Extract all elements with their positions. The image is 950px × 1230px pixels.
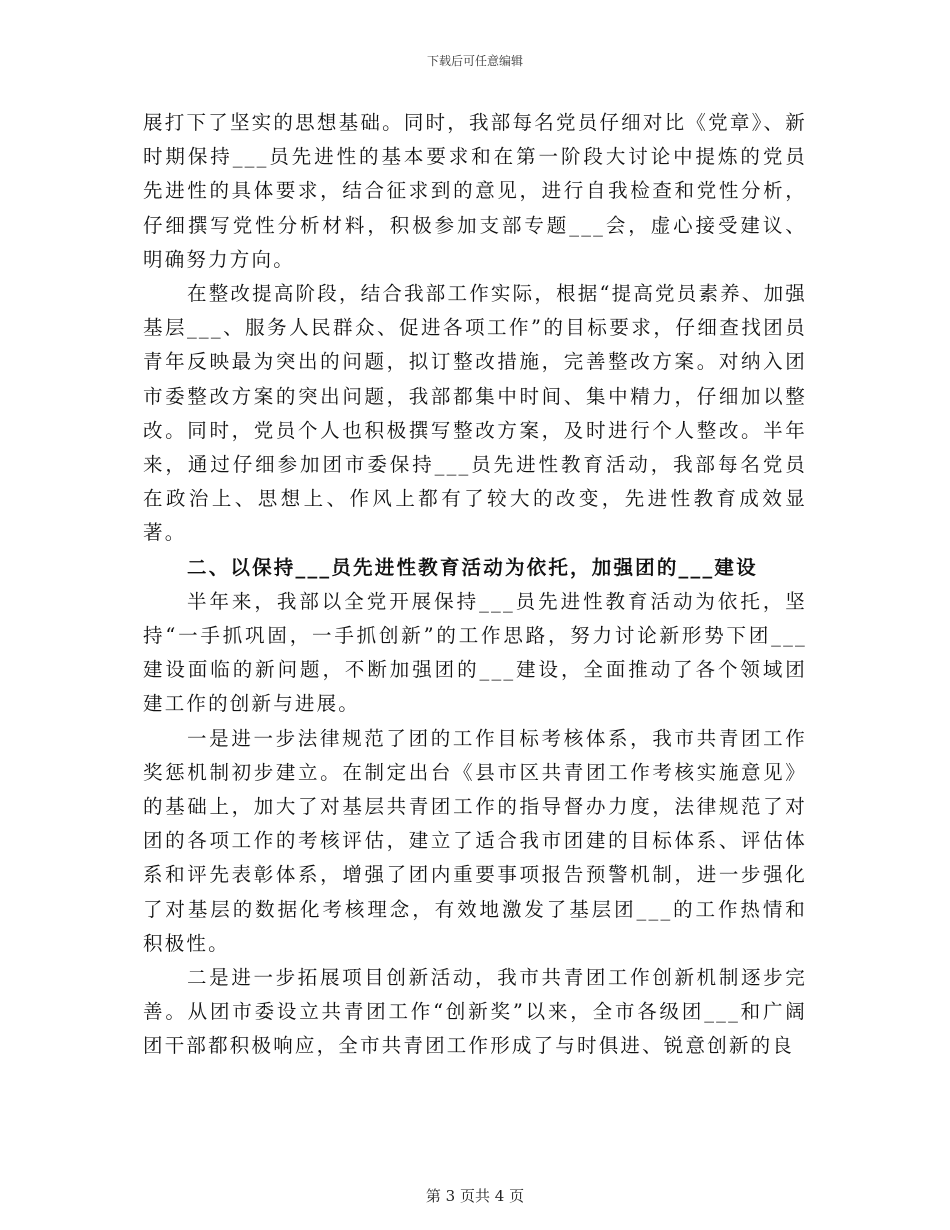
page-header: 下载后可任意编辑 xyxy=(426,54,523,68)
paragraph-2: 在整改提高阶段，结合我部工作实际，根据“提高党员素养、加强基层___、服务人民群众、促进各项工作”的目标要求，仔细查找团员青年反映最为突出的问题，拟订整改措施，完善整改方案。对纳入团市委整改方案的突出问题，我部都集中时间、集中精力，仔细加以整改。同时，党员个人也积极撰写整改方案，及时进行个人整改。半年来，通过仔细参加团市委保持___员先进性教育活动，我部每名党员在政治上、思想上、作风上都有了较大的改变，先进性教育成效显著。 xyxy=(143,282,807,545)
paragraph-1: 展打下了坚实的思想基础。同时，我部每名党员仔细对比《党章》、新时期保持___员先进性的基本要求和在第一阶段大讨论中提炼的党员先进性的具体要求，结合征求到的意见，进行自我检查和党性分析，仔细撰写党性分析材料，积极参加支部专题___会，虚心接受建议、明确努力方向。 xyxy=(143,111,807,271)
section-heading: 二、以保持___员先进性教育活动为依托，加强团的___建设 xyxy=(187,555,758,579)
document-body xyxy=(143,106,807,1064)
page-footer: 第 3 页共 4 页 xyxy=(425,1187,525,1205)
paragraph-5: 二是进一步拓展项目创新活动，我市共青团工作创新机制逐步完善。从团市委设立共青团工作“创新奖”以来，全市各级团___和广阔团干部都积极响应，全市共青团工作形成了与时俱进、锐意创新的良 xyxy=(143,966,807,1058)
paragraph-4: 一是进一步法律规范了团的工作目标考核体系，我市共青团工作奖惩机制初步建立。在制定出台《县市区共青团工作考核实施意见》的基础上，加大了对基层共青团工作的指导督办力度，法律规范了对团的各项工作的考核评估，建立了适合我市团建的目标体系、评估体系和评先表彰体系，增强了团内重要事项报告预警机制，进一步强化了对基层的数据化考核理念，有效地激发了基层团___的工作热情和积极性。 xyxy=(143,726,807,955)
paragraph-3: 半年来，我部以全党开展保持___员先进性教育活动为依托，坚持“一手抓巩固，一手抓创新”的工作思路，努力讨论新形势下团___建设面临的新问题，不断加强团的___建设，全面推动了各个领域团建工作的创新与进展。 xyxy=(143,589,807,716)
